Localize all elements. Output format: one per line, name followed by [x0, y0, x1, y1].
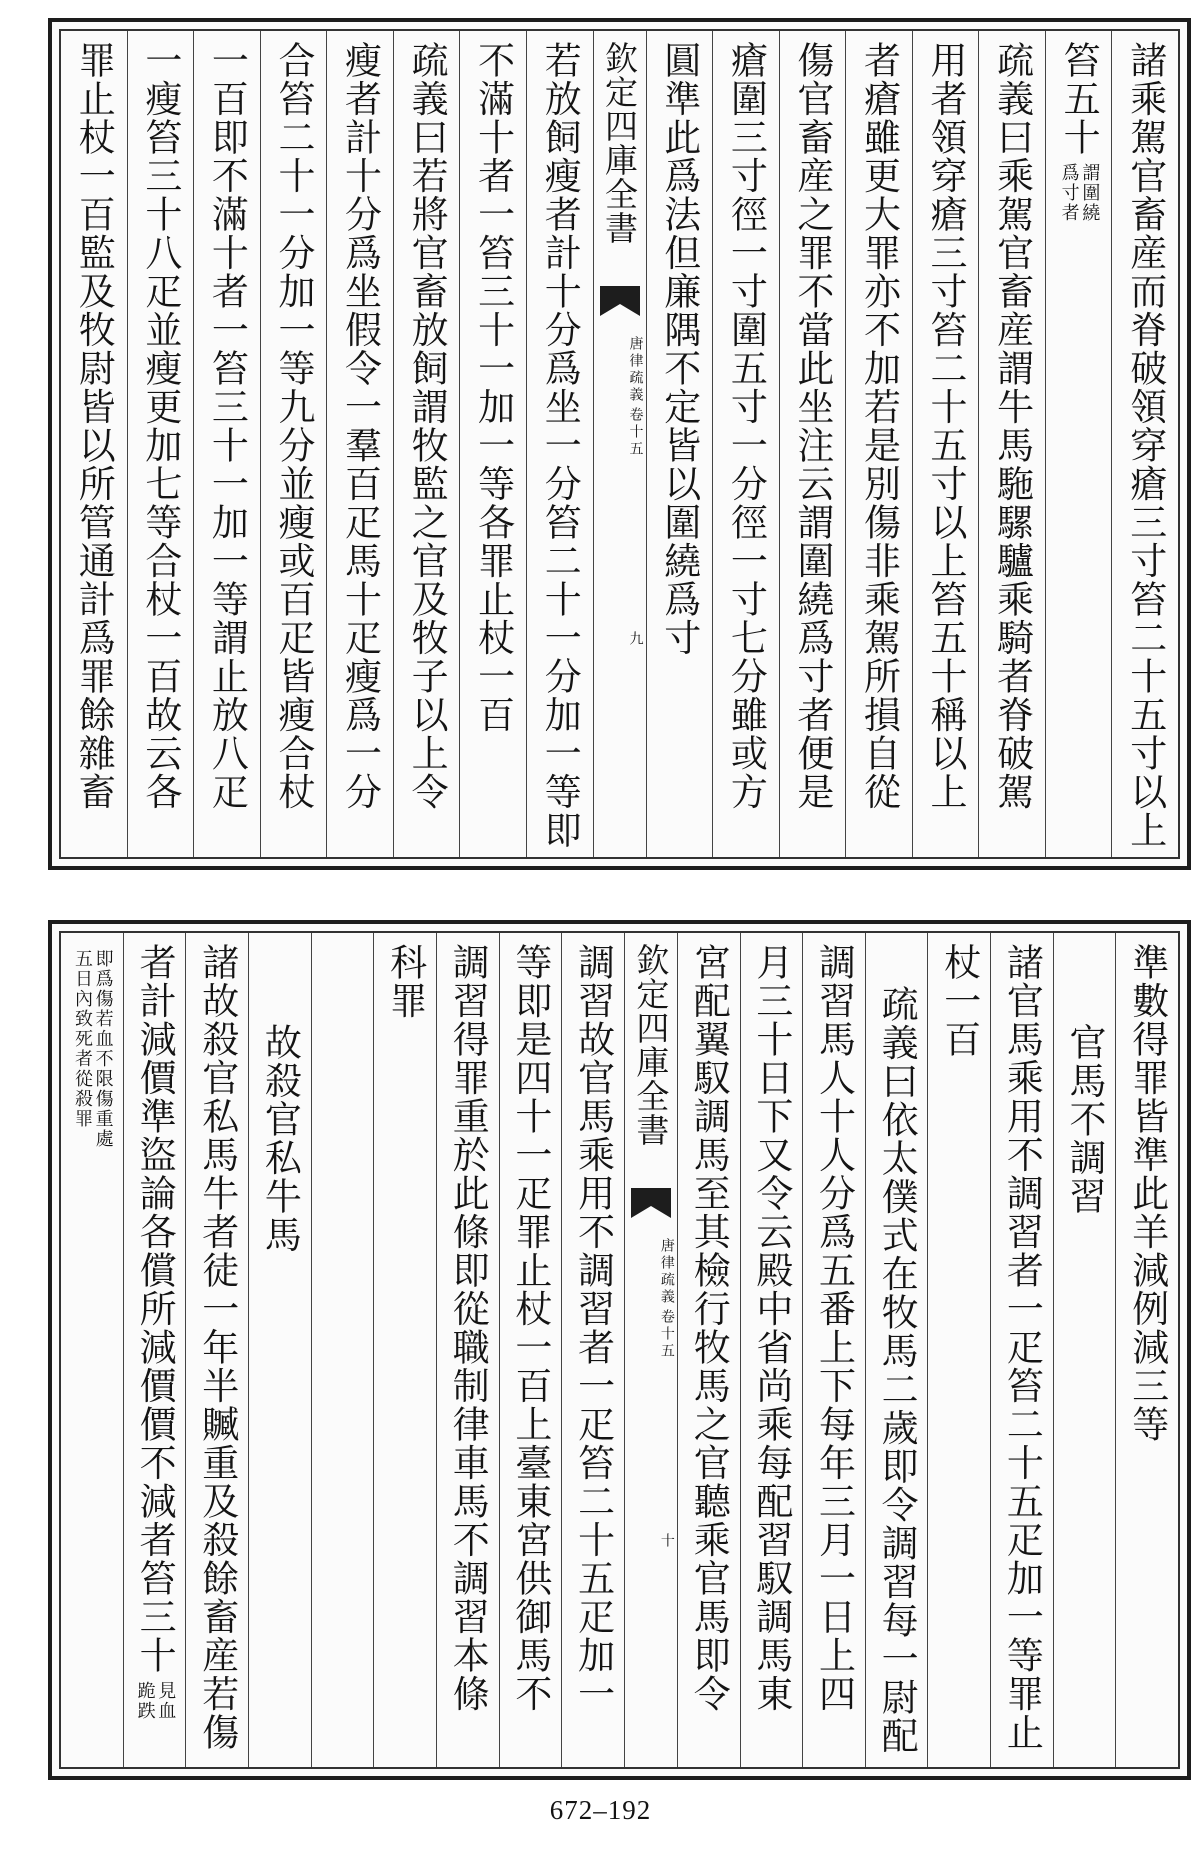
spine-title: 欽定四庫全書	[631, 943, 671, 1147]
commentary-note	[134, 1681, 175, 1721]
column-text: 杖一百	[937, 943, 981, 1059]
spine-leaf-number: 九	[627, 631, 644, 648]
commentary-note	[71, 949, 112, 1149]
column-text: 調習故官馬乘用不調習者一疋笞二十五疋加一	[571, 943, 615, 1713]
spine-book-title: 唐律疏義	[627, 336, 644, 404]
note-left-line: 跪跌	[134, 1680, 156, 1721]
spine-book-info	[594, 336, 646, 648]
note-right-line: 即爲傷若血不限傷重處	[92, 949, 114, 1149]
text-column	[1115, 933, 1178, 1767]
text-column	[1053, 933, 1116, 1767]
text-column	[845, 31, 912, 857]
spine-book-info	[625, 1238, 677, 1550]
column-text: 諸故殺官私馬牛者徒一年半贓重及殺餘畜産若傷	[195, 943, 239, 1752]
note-left-line: 五日內致死者從殺罪	[71, 949, 93, 1129]
text-column	[127, 31, 194, 857]
text-column	[865, 933, 928, 1767]
column-text: 調習馬人十人分爲五番上下每年三月一日上四	[812, 943, 856, 1713]
text-column	[927, 933, 990, 1767]
column-text: 科罪	[383, 943, 427, 1020]
bottom-page	[48, 920, 1191, 1780]
column-text: 者瘡雖更大罪亦不加若是別傷非乘駕所損自從	[857, 41, 901, 811]
text-column	[248, 933, 311, 1767]
text-column	[912, 31, 979, 857]
spine-leaf-number: 十	[658, 1533, 675, 1550]
top-page	[48, 18, 1191, 870]
text-column	[677, 933, 740, 1767]
column-text: 諸官馬乘用不調習者一疋笞二十五疋加一等罪止	[1000, 943, 1044, 1752]
column-text: 者計減價準盜論各償所減價價不減者笞三十	[133, 943, 177, 1675]
column-text: 瘡圍三寸徑一寸圍五寸一分徑一寸七分雖或方	[724, 41, 768, 811]
spine-volume: 卷十五	[658, 1309, 675, 1360]
note-right-line: 謂圍繞	[1079, 162, 1101, 223]
center-spine	[624, 933, 677, 1767]
column-text: 不滿十者一笞三十一加一等各罪止杖一百	[471, 41, 515, 734]
text-column	[459, 31, 526, 857]
text-column	[326, 31, 393, 857]
column-text: 官馬不調習	[1063, 1023, 1107, 1216]
commentary-note	[1058, 163, 1099, 223]
center-spine	[593, 31, 646, 857]
column-text: 瘦者計十分爲坐假令一羣百疋馬十疋瘦爲一分	[338, 41, 382, 811]
column-text: 諸乘駕官畜産而脊破領穿瘡三寸笞二十五寸以上	[1123, 41, 1167, 850]
column-text: 笞五十	[1057, 41, 1101, 157]
spine-book-title: 唐律疏義	[658, 1238, 675, 1306]
top-page-columns	[59, 29, 1180, 859]
column-text: 用者領穿瘡三寸笞二十五寸以上笞五十稱以上	[924, 41, 968, 811]
column-text: 罪止杖一百監及牧尉皆以所管通計爲罪餘雜畜	[72, 41, 116, 811]
text-column	[802, 933, 865, 1767]
page-number: 672–192	[549, 1795, 652, 1825]
column-text: 疏義曰乘駕官畜産謂牛馬駞騾驢乘騎者脊破駕	[990, 41, 1034, 811]
text-column	[646, 31, 713, 857]
text-column	[1045, 31, 1112, 857]
column-text: 調習得罪重於此條即從職制律車馬不調習本條	[446, 943, 490, 1713]
text-column	[260, 31, 327, 857]
column-text: 疏義曰若將官畜放飼謂牧監之官及牧子以上令	[405, 41, 449, 811]
text-column	[436, 933, 499, 1767]
text-column	[123, 933, 186, 1767]
text-column	[373, 933, 436, 1767]
column-text: 若放飼瘦者計十分爲坐一分笞二十一分加一等即	[538, 41, 582, 850]
text-column	[185, 933, 248, 1767]
text-column	[990, 933, 1053, 1767]
column-text: 合笞二十一分加一等九分並瘦或百疋皆瘦合杖	[271, 41, 315, 811]
column-text: 宮配翼馭調馬至其檢行牧馬之官聽乘官馬即令	[687, 943, 731, 1713]
text-column	[712, 31, 779, 857]
text-column	[61, 933, 123, 1767]
text-column	[978, 31, 1045, 857]
fish-tail-ornament-icon	[631, 1188, 671, 1224]
column-text: 等即是四十一疋罪止杖一百上臺東宮供御馬不	[508, 943, 552, 1713]
text-column	[393, 31, 460, 857]
text-column	[526, 31, 593, 857]
text-column	[779, 31, 846, 857]
text-column	[499, 933, 562, 1767]
note-left-line: 爲寸者	[1058, 162, 1080, 223]
text-column	[311, 933, 374, 1767]
bottom-page-columns	[59, 931, 1180, 1769]
spine-title: 欽定四庫全書	[600, 41, 639, 245]
column-text: 故殺官私牛馬	[258, 1023, 302, 1254]
text-column	[61, 31, 127, 857]
column-text: 一百即不滿十者一笞三十一加一等謂止放八疋	[205, 41, 249, 811]
note-right-line: 見血	[155, 1680, 177, 1721]
fish-tail-ornament-icon	[600, 286, 640, 322]
text-column	[1111, 31, 1178, 857]
text-column	[193, 31, 260, 857]
column-text: 圓準此爲法但廉隅不定皆以圍繞爲寸	[657, 41, 701, 657]
spine-volume: 卷十五	[627, 407, 644, 458]
column-text: 月三十日下又令云殿中省尚乘每配習馭調馬東	[749, 943, 793, 1713]
column-text: 傷官畜産之罪不當此坐注云謂圍繞爲寸者便是	[790, 41, 834, 811]
column-text: 疏義曰依太僕式在牧馬二歲即令調習每一尉配	[875, 985, 919, 1755]
column-text: 準數得罪皆準此羊減例減三等	[1125, 943, 1169, 1444]
text-column	[740, 933, 803, 1767]
column-text: 一瘦笞三十八疋並瘦更加七等合杖一百故云各	[138, 41, 182, 811]
text-column	[561, 933, 624, 1767]
